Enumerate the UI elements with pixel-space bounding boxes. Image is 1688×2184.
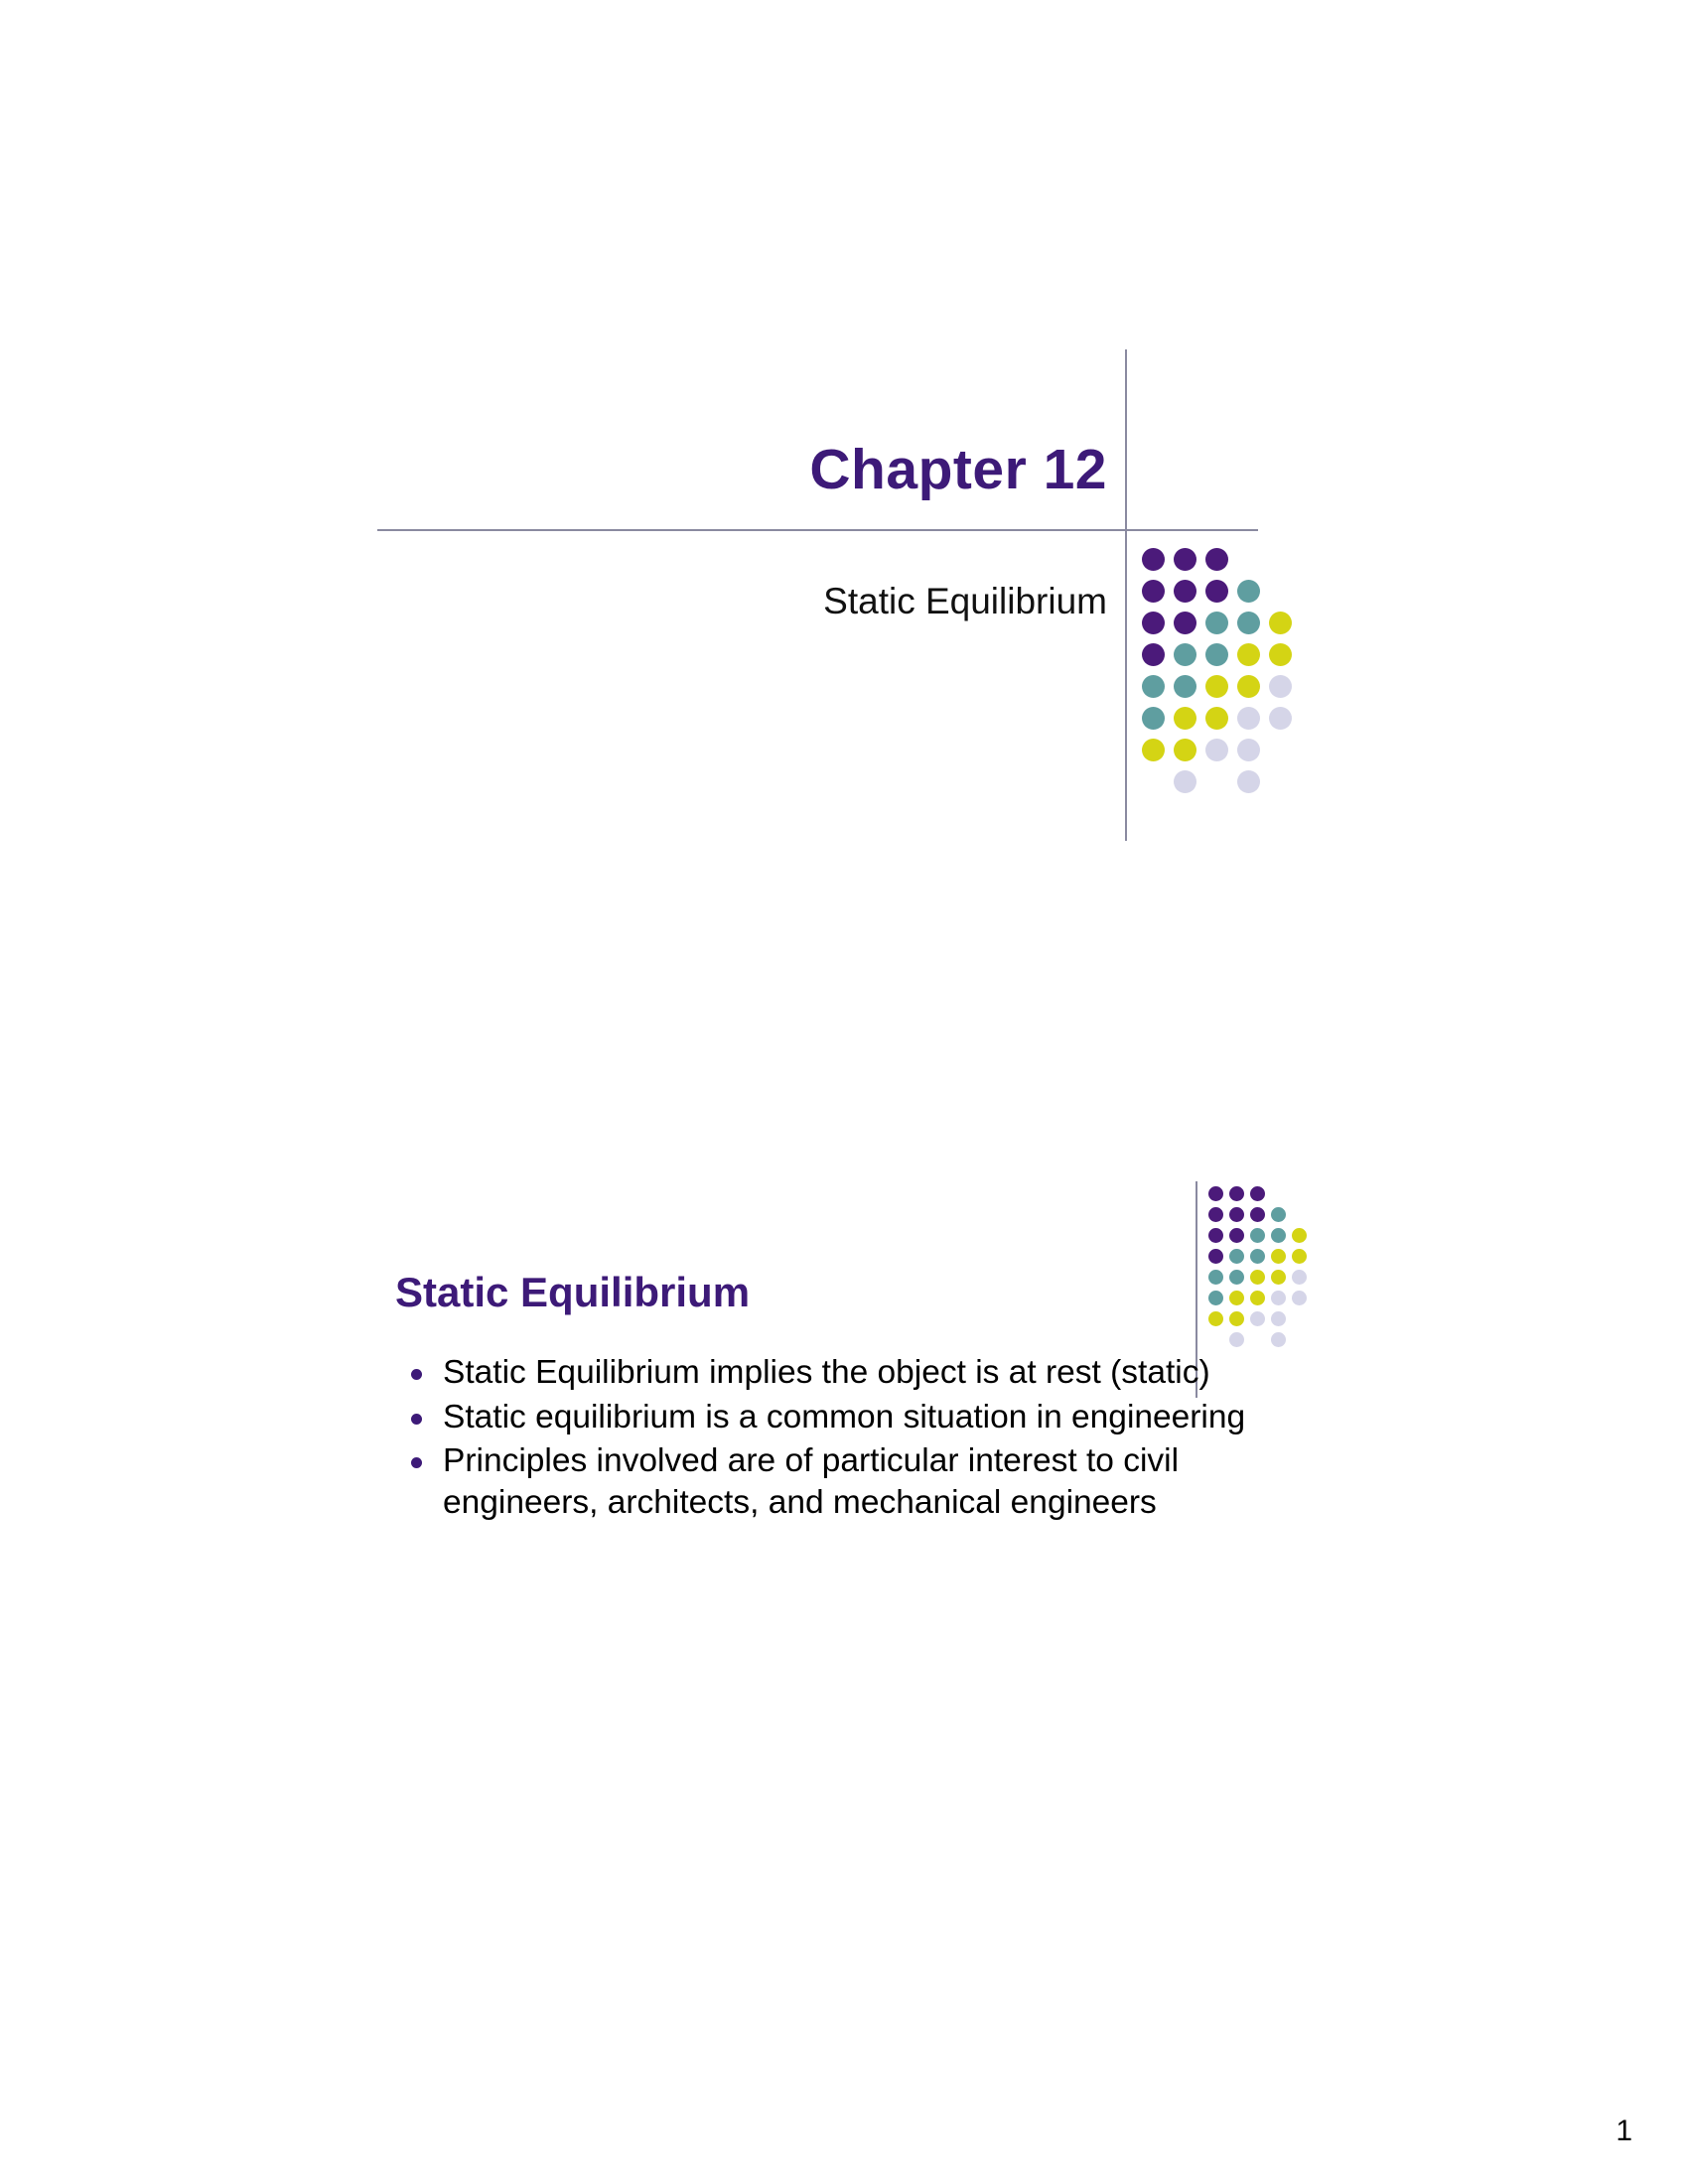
logo-dot — [1229, 1311, 1244, 1326]
logo-dot — [1229, 1228, 1244, 1243]
logo-dot — [1292, 1228, 1307, 1243]
bullet-dot-icon — [411, 1369, 422, 1380]
logo-dot — [1229, 1249, 1244, 1264]
bullet-text: Static equilibrium is a common situation in engineering — [443, 1398, 1246, 1435]
logo-dot — [1205, 612, 1228, 634]
logo-dot — [1271, 1311, 1286, 1326]
logo-dot — [1208, 1311, 1223, 1326]
list-item — [395, 1397, 1329, 1438]
logo-dot — [1205, 548, 1228, 571]
logo-dot — [1174, 548, 1196, 571]
logo-dot — [1269, 675, 1292, 698]
logo-dot — [1271, 1332, 1286, 1347]
logo-dot — [1237, 739, 1260, 761]
logo-dot — [1271, 1207, 1286, 1222]
logo-dot — [1174, 675, 1196, 698]
logo-dot — [1229, 1270, 1244, 1285]
logo-dot — [1250, 1228, 1265, 1243]
logo-dot — [1208, 1291, 1223, 1305]
logo-dot — [1229, 1186, 1244, 1201]
logo-dot — [1237, 643, 1260, 666]
list-item — [395, 1440, 1329, 1523]
logo-dot — [1269, 707, 1292, 730]
logo-dot — [1205, 643, 1228, 666]
logo-dot — [1269, 612, 1292, 634]
logo-dot — [1237, 675, 1260, 698]
logo-dot — [1174, 643, 1196, 666]
logo-dot — [1250, 1311, 1265, 1326]
logo-dot — [1142, 612, 1165, 634]
logo-dot — [1229, 1291, 1244, 1305]
logo-dot — [1174, 580, 1196, 603]
logo-dot — [1292, 1291, 1307, 1305]
vertical-rule — [1125, 349, 1127, 841]
logo-dot — [1208, 1249, 1223, 1264]
logo-dot — [1292, 1249, 1307, 1264]
logo-dot — [1271, 1249, 1286, 1264]
logo-dot — [1237, 612, 1260, 634]
logo-dot — [1292, 1270, 1307, 1285]
logo-dot — [1174, 770, 1196, 793]
logo-dot — [1205, 707, 1228, 730]
logo-dot — [1229, 1332, 1244, 1347]
logo-dot — [1250, 1270, 1265, 1285]
chapter-title: Chapter 12 — [809, 438, 1107, 501]
logo-dot — [1271, 1228, 1286, 1243]
slide-heading: Static Equilibrium — [395, 1269, 751, 1315]
logo-dot — [1271, 1270, 1286, 1285]
logo-dot — [1142, 675, 1165, 698]
horizontal-rule — [377, 529, 1258, 531]
logo-dot — [1174, 707, 1196, 730]
list-item — [395, 1352, 1329, 1394]
logo-dot — [1205, 675, 1228, 698]
logo-dot — [1271, 1291, 1286, 1305]
logo-dot — [1208, 1186, 1223, 1201]
logo-dot — [1142, 643, 1165, 666]
logo-dot — [1250, 1249, 1265, 1264]
title-slide — [0, 0, 1688, 893]
logo-dot — [1205, 739, 1228, 761]
logo-dot — [1142, 548, 1165, 571]
bullet-dot-icon — [411, 1414, 422, 1425]
chapter-subtitle: Static Equilibrium — [823, 581, 1107, 621]
bullet-text: Static Equilibrium implies the object is at rest (static) — [443, 1354, 1210, 1391]
bullet-text: Principles involved are of particular interest to civil engineers, architects, and mechanical engineers — [443, 1442, 1180, 1521]
logo-dot — [1174, 612, 1196, 634]
logo-dot — [1237, 707, 1260, 730]
logo-dot — [1229, 1207, 1244, 1222]
bullet-dot-icon — [411, 1457, 422, 1468]
logo-dot — [1174, 739, 1196, 761]
logo-dot — [1250, 1186, 1265, 1201]
logo-dot — [1269, 643, 1292, 666]
logo-dot — [1237, 580, 1260, 603]
logo-dot — [1208, 1228, 1223, 1243]
logo-dot — [1208, 1207, 1223, 1222]
page-number: 1 — [1616, 2115, 1632, 2147]
logo-dot — [1250, 1291, 1265, 1305]
logo-dot — [1142, 739, 1165, 761]
logo-dot — [1142, 580, 1165, 603]
bullet-list — [395, 1352, 1329, 1526]
content-slide — [0, 1132, 1688, 2045]
logo-dot — [1250, 1207, 1265, 1222]
logo-dot — [1237, 770, 1260, 793]
logo-dot — [1205, 580, 1228, 603]
logo-dot — [1142, 707, 1165, 730]
logo-dot — [1208, 1270, 1223, 1285]
